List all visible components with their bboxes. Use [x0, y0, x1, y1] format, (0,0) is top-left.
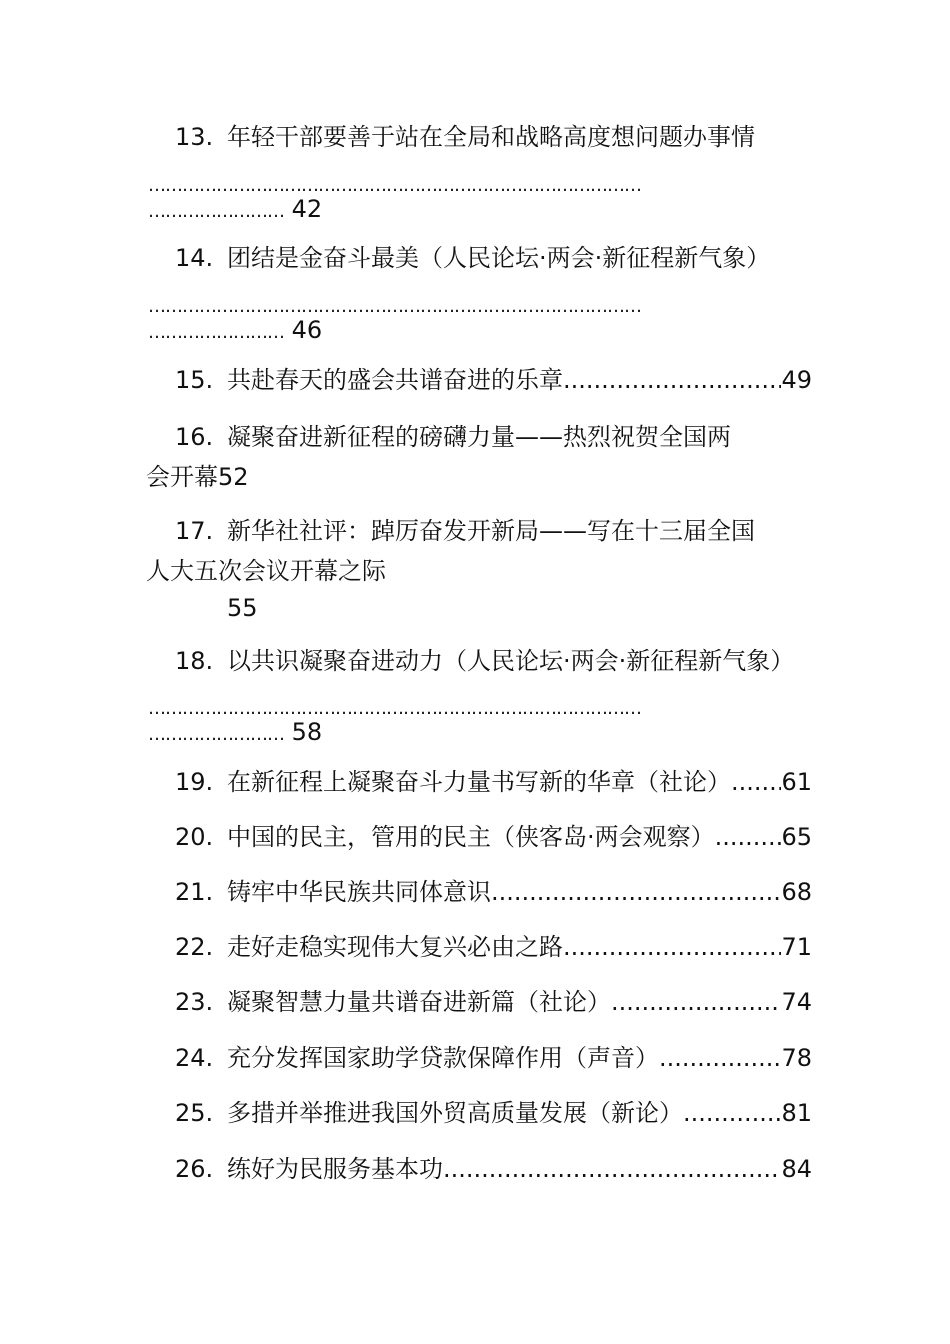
toc-entry-title[interactable]	[175, 515, 755, 547]
toc-entry-text: 凝聚智慧力量共谱奋进新篇（社论）	[227, 988, 611, 1016]
toc-entry[interactable]	[175, 821, 812, 853]
toc-entry-title	[175, 876, 491, 908]
toc-entry-text: 新华社社评：踔厉奋发开新局——写在十三届全国	[227, 517, 755, 545]
toc-page-number: 61	[781, 768, 812, 796]
toc-entry-number: 20.	[175, 823, 214, 851]
toc-entry-number: 21.	[175, 878, 214, 906]
leader-dots	[731, 766, 781, 798]
toc-entry-text: 充分发挥国家助学贷款保障作用（声音）	[227, 1044, 659, 1072]
toc-entry-title	[175, 931, 563, 963]
toc-entry-number: 14.	[175, 244, 214, 272]
toc-entry-text: 凝聚奋进新征程的磅礴力量——热烈祝贺全国两	[227, 423, 731, 451]
toc-entry-title[interactable]	[175, 121, 755, 153]
leader-dots	[563, 931, 781, 963]
toc-entry-page-line	[148, 716, 322, 751]
leader-dots: ……………………	[148, 201, 284, 222]
leader-dots	[491, 876, 781, 908]
toc-entry-text: 年轻干部要善于站在全局和战略高度想问题办事情	[227, 123, 755, 151]
toc-entry-number: 23.	[175, 988, 214, 1016]
toc-page-number: 81	[781, 1099, 812, 1127]
leader-dots	[715, 821, 782, 853]
toc-entry-title[interactable]	[175, 645, 794, 677]
toc-entry-text: 练好为民服务基本功	[227, 1155, 443, 1183]
toc-entry[interactable]	[175, 1097, 812, 1129]
toc-entry[interactable]	[175, 766, 812, 798]
toc-entry-page-line	[227, 592, 258, 624]
toc-entry-text-continued: 人大五次会议开幕之际	[146, 557, 386, 585]
leader-dots	[683, 1097, 781, 1129]
toc-entry-title	[175, 1042, 659, 1074]
toc-entry-number: 19.	[175, 768, 214, 796]
toc-entry[interactable]	[175, 1153, 812, 1185]
toc-entry-text: 在新征程上凝聚奋斗力量书写新的华章（社论）	[227, 768, 731, 796]
toc-entry-continuation	[146, 555, 386, 587]
toc-entry[interactable]	[175, 364, 812, 396]
toc-page-number: 71	[781, 933, 812, 961]
toc-entry-title	[175, 1097, 683, 1129]
leader-dots: ……………………………………………………………………………	[148, 175, 641, 196]
toc-page-number[interactable]: 52	[218, 463, 249, 491]
toc-entry[interactable]	[175, 986, 812, 1018]
toc-page-number: 65	[781, 823, 812, 851]
toc-entry-title[interactable]	[175, 421, 731, 453]
toc-entry-number: 15.	[175, 366, 214, 394]
toc-entry-number: 13.	[175, 123, 214, 151]
toc-page-number: 68	[781, 878, 812, 906]
toc-entry-text: 中国的民主，管用的民主（侠客岛·两会观察）	[227, 823, 715, 851]
toc-entry-title	[175, 986, 611, 1018]
toc-entry-title	[175, 1153, 443, 1185]
toc-page-number[interactable]: 58	[291, 718, 323, 746]
toc-page-number[interactable]: 46	[291, 316, 323, 344]
toc-entry[interactable]	[175, 876, 812, 908]
toc-entry-page-line	[148, 193, 322, 228]
leader-dots	[611, 986, 781, 1018]
toc-page-number[interactable]: 55	[227, 594, 258, 622]
toc-entry-continuation	[146, 461, 249, 493]
leader-dots: ……………………	[148, 322, 284, 343]
toc-entry-text-continued: 会开幕	[146, 463, 218, 491]
toc-entry-page-line	[148, 314, 322, 349]
toc-entry-text: 以共识凝聚奋进动力（人民论坛·两会·新征程新气象）	[227, 647, 795, 675]
toc-entry-text: 团结是金奋斗最美（人民论坛·两会·新征程新气象）	[227, 244, 771, 272]
toc-entry-text: 铸牢中华民族共同体意识	[227, 878, 491, 906]
toc-page-number: 49	[781, 366, 812, 394]
toc-page-number: 84	[781, 1155, 812, 1183]
leader-dots	[659, 1042, 781, 1074]
leader-dots: ……………………	[148, 724, 284, 745]
toc-entry-number: 26.	[175, 1155, 214, 1183]
toc-entry-number: 17.	[175, 517, 214, 545]
leader-dots	[443, 1153, 781, 1185]
toc-entry[interactable]	[175, 931, 812, 963]
toc-entry-number: 16.	[175, 423, 214, 451]
toc-entry-number: 25.	[175, 1099, 214, 1127]
toc-entry-number: 24.	[175, 1044, 214, 1072]
leader-dots	[563, 364, 781, 396]
toc-page-number: 78	[781, 1044, 812, 1072]
toc-page-number[interactable]: 42	[291, 195, 323, 223]
toc-page-number: 74	[781, 988, 812, 1016]
toc-entry-title	[175, 766, 731, 798]
toc-entry-number: 22.	[175, 933, 214, 961]
toc-entry-title[interactable]	[175, 242, 770, 274]
toc-entry[interactable]	[175, 1042, 812, 1074]
toc-entry-text: 走好走稳实现伟大复兴必由之路	[227, 933, 563, 961]
toc-entry-text: 多措并举推进我国外贸高质量发展（新论）	[227, 1099, 683, 1127]
toc-entry-number: 18.	[175, 647, 214, 675]
toc-entry-title	[175, 364, 563, 396]
toc-entry-text: 共赴春天的盛会共谱奋进的乐章	[227, 366, 563, 394]
toc-entry-title	[175, 821, 715, 853]
leader-dots: ……………………………………………………………………………	[148, 296, 641, 317]
leader-dots: ……………………………………………………………………………	[148, 698, 641, 719]
